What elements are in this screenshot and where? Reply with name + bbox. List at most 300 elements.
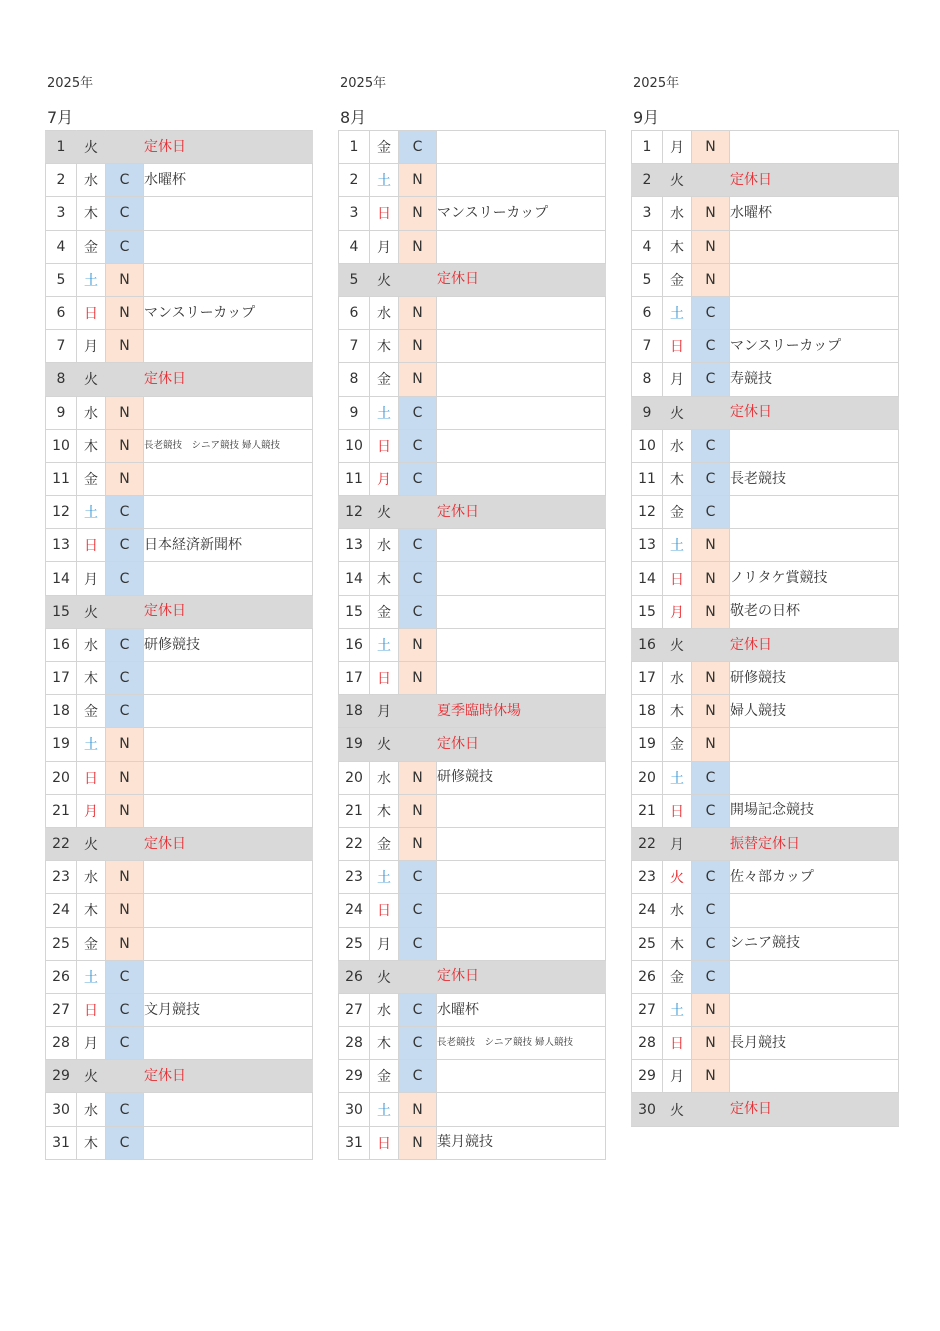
- day-row: [632, 396, 899, 429]
- weekday-label: 土: [77, 960, 106, 993]
- course-code: C: [106, 197, 144, 230]
- weekday-label: 木: [370, 794, 399, 827]
- day-row: [46, 562, 313, 595]
- event-label: [144, 728, 313, 761]
- day-row: [632, 1027, 899, 1060]
- course-code: C: [106, 1093, 144, 1126]
- day-row: [339, 927, 606, 960]
- closed-label: 定休日: [144, 131, 313, 164]
- event-label: 開場記念競技: [730, 794, 899, 827]
- day-row: [632, 993, 899, 1026]
- day-row: [339, 1060, 606, 1093]
- weekday-label: 日: [370, 1126, 399, 1159]
- weekday-label: 木: [370, 562, 399, 595]
- day-number: 17: [46, 662, 77, 695]
- course-code: C: [399, 861, 437, 894]
- day-row: [339, 131, 606, 164]
- weekday-label: 火: [370, 263, 399, 296]
- day-number: 29: [46, 1060, 77, 1093]
- course-code: C: [399, 529, 437, 562]
- course-code: C: [692, 794, 730, 827]
- day-number: 12: [46, 496, 77, 529]
- weekday-label: 月: [77, 794, 106, 827]
- event-label: [437, 131, 606, 164]
- weekday-label: 火: [663, 628, 692, 661]
- weekday-label: 土: [77, 728, 106, 761]
- day-row: [46, 296, 313, 329]
- day-number: 6: [339, 296, 370, 329]
- day-number: 2: [46, 164, 77, 197]
- event-label: [730, 1060, 899, 1093]
- day-number: 13: [632, 529, 663, 562]
- day-number: 1: [339, 131, 370, 164]
- weekday-label: 月: [370, 695, 399, 728]
- day-number: 14: [339, 562, 370, 595]
- event-label: [730, 960, 899, 993]
- weekday-label: 金: [77, 927, 106, 960]
- course-code: N: [399, 761, 437, 794]
- weekday-label: 火: [77, 363, 106, 396]
- day-number: 8: [46, 363, 77, 396]
- day-row: [46, 164, 313, 197]
- event-label: 水曜杯: [730, 197, 899, 230]
- event-label: 研修競技: [730, 662, 899, 695]
- day-row: [46, 496, 313, 529]
- day-number: 6: [632, 296, 663, 329]
- day-row: [339, 794, 606, 827]
- course-code: N: [399, 197, 437, 230]
- course-code: C: [399, 993, 437, 1026]
- day-number: 16: [339, 628, 370, 661]
- course-code: N: [692, 263, 730, 296]
- day-row: [632, 562, 899, 595]
- day-row: [46, 396, 313, 429]
- course-code: N: [106, 429, 144, 462]
- day-number: 18: [339, 695, 370, 728]
- course-code: N: [692, 529, 730, 562]
- weekday-label: 火: [77, 1060, 106, 1093]
- day-number: 27: [632, 993, 663, 1026]
- event-label: [730, 429, 899, 462]
- closed-label: 定休日: [144, 595, 313, 628]
- weekday-label: 火: [663, 396, 692, 429]
- course-code: C: [399, 927, 437, 960]
- day-number: 26: [46, 960, 77, 993]
- weekday-label: 木: [77, 429, 106, 462]
- event-label: [437, 894, 606, 927]
- course-code: C: [692, 761, 730, 794]
- course-code: N: [106, 396, 144, 429]
- weekday-label: 金: [370, 595, 399, 628]
- course-code: C: [106, 695, 144, 728]
- day-number: 10: [632, 429, 663, 462]
- day-number: 30: [339, 1093, 370, 1126]
- course-code: N: [399, 363, 437, 396]
- day-row: [632, 728, 899, 761]
- weekday-label: 金: [663, 728, 692, 761]
- day-row: [46, 695, 313, 728]
- event-label: [437, 164, 606, 197]
- course-code: C: [399, 429, 437, 462]
- closed-label: 夏季臨時休場: [437, 695, 606, 728]
- course-code: [106, 131, 144, 164]
- course-code: C: [399, 562, 437, 595]
- event-label: [437, 363, 606, 396]
- day-row: [46, 1093, 313, 1126]
- event-label: [437, 562, 606, 595]
- day-row: [339, 396, 606, 429]
- weekday-label: 水: [77, 628, 106, 661]
- day-row: [632, 794, 899, 827]
- event-label: シニア競技: [730, 927, 899, 960]
- year-label: 2025年: [47, 76, 94, 91]
- closed-label: 定休日: [730, 164, 899, 197]
- weekday-label: 木: [370, 1027, 399, 1060]
- event-label: 佐々部カップ: [730, 861, 899, 894]
- event-label: [437, 1093, 606, 1126]
- day-number: 24: [46, 894, 77, 927]
- year-label: 2025年: [633, 76, 680, 91]
- day-number: 21: [632, 794, 663, 827]
- day-number: 28: [46, 1027, 77, 1060]
- course-code: [692, 628, 730, 661]
- day-number: 30: [46, 1093, 77, 1126]
- weekday-label: 火: [77, 131, 106, 164]
- event-label: [437, 662, 606, 695]
- day-number: 25: [46, 927, 77, 960]
- event-label: 文月競技: [144, 993, 313, 1026]
- day-number: 23: [632, 861, 663, 894]
- event-label: [144, 1093, 313, 1126]
- event-label: 研修競技: [437, 761, 606, 794]
- event-label: [437, 628, 606, 661]
- day-row: [339, 164, 606, 197]
- course-code: N: [399, 662, 437, 695]
- day-row: [632, 662, 899, 695]
- event-label: [437, 1060, 606, 1093]
- weekday-label: 月: [77, 1027, 106, 1060]
- weekday-label: 日: [370, 429, 399, 462]
- weekday-label: 土: [663, 993, 692, 1026]
- event-label: [437, 529, 606, 562]
- course-code: [399, 496, 437, 529]
- course-code: C: [399, 462, 437, 495]
- day-row: [46, 330, 313, 363]
- day-number: 20: [632, 761, 663, 794]
- month-label: 8月: [340, 108, 367, 127]
- closed-label: 定休日: [437, 728, 606, 761]
- closed-label: 振替定休日: [730, 827, 899, 860]
- course-code: [399, 695, 437, 728]
- course-code: N: [692, 695, 730, 728]
- weekday-label: 日: [370, 662, 399, 695]
- event-label: 長老競技 シニア競技 婦人競技: [144, 429, 313, 462]
- event-label: [144, 662, 313, 695]
- day-number: 10: [339, 429, 370, 462]
- weekday-label: 日: [663, 794, 692, 827]
- course-code: N: [399, 1126, 437, 1159]
- day-number: 17: [339, 662, 370, 695]
- weekday-label: 木: [663, 462, 692, 495]
- event-label: 葉月競技: [437, 1126, 606, 1159]
- course-code: N: [106, 761, 144, 794]
- day-number: 1: [46, 131, 77, 164]
- day-row: [339, 993, 606, 1026]
- weekday-label: 火: [370, 496, 399, 529]
- weekday-label: 水: [370, 761, 399, 794]
- weekday-label: 火: [77, 827, 106, 860]
- course-code: C: [106, 562, 144, 595]
- course-code: C: [106, 496, 144, 529]
- event-label: [437, 827, 606, 860]
- event-label: 水曜杯: [437, 993, 606, 1026]
- day-row: [632, 695, 899, 728]
- event-label: [144, 197, 313, 230]
- course-code: C: [106, 529, 144, 562]
- weekday-label: 月: [370, 927, 399, 960]
- day-number: 9: [339, 396, 370, 429]
- course-code: N: [106, 263, 144, 296]
- course-code: N: [692, 1027, 730, 1060]
- day-number: 1: [632, 131, 663, 164]
- event-label: [144, 263, 313, 296]
- day-number: 13: [46, 529, 77, 562]
- event-label: 敬老の日杯: [730, 595, 899, 628]
- weekday-label: 月: [663, 363, 692, 396]
- day-number: 25: [632, 927, 663, 960]
- day-row: [339, 960, 606, 993]
- weekday-label: 金: [663, 960, 692, 993]
- day-number: 9: [632, 396, 663, 429]
- day-number: 27: [46, 993, 77, 1026]
- weekday-label: 土: [77, 496, 106, 529]
- day-row: [632, 330, 899, 363]
- closed-label: 定休日: [730, 396, 899, 429]
- day-number: 4: [632, 230, 663, 263]
- weekday-label: 金: [370, 827, 399, 860]
- day-row: [339, 429, 606, 462]
- course-code: N: [399, 164, 437, 197]
- event-label: 長老競技: [730, 462, 899, 495]
- course-code: N: [106, 794, 144, 827]
- event-label: [437, 396, 606, 429]
- course-code: N: [399, 296, 437, 329]
- event-label: [144, 927, 313, 960]
- weekday-label: 木: [77, 197, 106, 230]
- day-number: 4: [339, 230, 370, 263]
- course-code: C: [692, 462, 730, 495]
- event-label: [144, 894, 313, 927]
- course-code: [399, 960, 437, 993]
- day-number: 15: [632, 595, 663, 628]
- event-label: [730, 761, 899, 794]
- day-number: 17: [632, 662, 663, 695]
- weekday-label: 日: [77, 761, 106, 794]
- course-code: N: [692, 131, 730, 164]
- day-row: [632, 363, 899, 396]
- day-number: 3: [339, 197, 370, 230]
- day-number: 24: [339, 894, 370, 927]
- weekday-label: 水: [663, 429, 692, 462]
- closed-label: 定休日: [144, 827, 313, 860]
- event-label: 研修競技: [144, 628, 313, 661]
- event-label: マンスリーカップ: [144, 296, 313, 329]
- day-row: [632, 230, 899, 263]
- day-row: [46, 1060, 313, 1093]
- course-code: C: [692, 496, 730, 529]
- event-label: [144, 496, 313, 529]
- course-code: N: [106, 296, 144, 329]
- course-code: C: [692, 429, 730, 462]
- event-label: [730, 728, 899, 761]
- weekday-label: 日: [663, 330, 692, 363]
- day-number: 22: [339, 827, 370, 860]
- day-row: [339, 330, 606, 363]
- day-row: [46, 662, 313, 695]
- day-row: [46, 595, 313, 628]
- weekday-label: 水: [77, 861, 106, 894]
- event-label: [730, 131, 899, 164]
- weekday-label: 木: [663, 695, 692, 728]
- year-label: 2025年: [340, 76, 387, 91]
- weekday-label: 木: [77, 662, 106, 695]
- day-number: 15: [339, 595, 370, 628]
- course-code: C: [106, 662, 144, 695]
- calendar-table: [45, 130, 313, 1160]
- weekday-label: 木: [77, 1126, 106, 1159]
- weekday-label: 水: [663, 662, 692, 695]
- day-number: 28: [339, 1027, 370, 1060]
- event-label: 寿競技: [730, 363, 899, 396]
- day-row: [632, 462, 899, 495]
- course-code: [106, 1060, 144, 1093]
- day-row: [632, 131, 899, 164]
- day-row: [632, 595, 899, 628]
- event-label: [730, 496, 899, 529]
- weekday-label: 日: [77, 529, 106, 562]
- day-number: 8: [632, 363, 663, 396]
- course-code: [399, 263, 437, 296]
- day-number: 19: [339, 728, 370, 761]
- event-label: [437, 429, 606, 462]
- day-row: [632, 296, 899, 329]
- day-row: [46, 462, 313, 495]
- day-row: [46, 628, 313, 661]
- weekday-label: 木: [370, 330, 399, 363]
- weekday-label: 火: [370, 960, 399, 993]
- weekday-label: 土: [663, 761, 692, 794]
- weekday-label: 金: [77, 695, 106, 728]
- course-code: N: [399, 628, 437, 661]
- weekday-label: 土: [370, 1093, 399, 1126]
- day-number: 12: [339, 496, 370, 529]
- weekday-label: 土: [663, 529, 692, 562]
- day-row: [632, 628, 899, 661]
- weekday-label: 火: [370, 728, 399, 761]
- day-number: 7: [46, 330, 77, 363]
- course-code: C: [106, 993, 144, 1026]
- weekday-label: 金: [663, 263, 692, 296]
- course-code: C: [399, 894, 437, 927]
- weekday-label: 月: [663, 827, 692, 860]
- weekday-label: 金: [77, 230, 106, 263]
- day-number: 14: [632, 562, 663, 595]
- event-label: [144, 562, 313, 595]
- day-row: [632, 263, 899, 296]
- day-number: 8: [339, 363, 370, 396]
- course-code: N: [106, 894, 144, 927]
- day-row: [339, 529, 606, 562]
- day-row: [46, 894, 313, 927]
- course-code: C: [692, 927, 730, 960]
- event-label: [437, 927, 606, 960]
- day-number: 21: [339, 794, 370, 827]
- course-code: [106, 595, 144, 628]
- day-row: [632, 164, 899, 197]
- event-label: [144, 960, 313, 993]
- closed-label: 定休日: [144, 1060, 313, 1093]
- day-number: 29: [632, 1060, 663, 1093]
- day-row: [46, 794, 313, 827]
- weekday-label: 木: [77, 894, 106, 927]
- day-row: [339, 894, 606, 927]
- weekday-label: 水: [77, 164, 106, 197]
- course-code: C: [692, 363, 730, 396]
- day-number: 16: [46, 628, 77, 661]
- calendar-table: [631, 130, 899, 1127]
- day-row: [339, 761, 606, 794]
- weekday-label: 月: [370, 230, 399, 263]
- day-row: [632, 529, 899, 562]
- day-number: 18: [46, 695, 77, 728]
- day-number: 28: [632, 1027, 663, 1060]
- course-code: [692, 827, 730, 860]
- course-code: N: [399, 330, 437, 363]
- weekday-label: 月: [663, 595, 692, 628]
- closed-label: 定休日: [730, 628, 899, 661]
- course-code: C: [399, 595, 437, 628]
- weekday-label: 月: [663, 1060, 692, 1093]
- weekday-label: 水: [370, 993, 399, 1026]
- day-row: [46, 728, 313, 761]
- day-number: 11: [339, 462, 370, 495]
- event-label: [730, 296, 899, 329]
- weekday-label: 日: [77, 296, 106, 329]
- event-label: [144, 861, 313, 894]
- day-row: [339, 1126, 606, 1159]
- day-number: 27: [339, 993, 370, 1026]
- event-label: マンスリーカップ: [730, 330, 899, 363]
- weekday-label: 土: [77, 263, 106, 296]
- day-row: [339, 662, 606, 695]
- day-row: [632, 827, 899, 860]
- day-number: 4: [46, 230, 77, 263]
- day-row: [46, 363, 313, 396]
- course-code: N: [692, 662, 730, 695]
- day-number: 5: [632, 263, 663, 296]
- day-row: [46, 529, 313, 562]
- day-number: 26: [632, 960, 663, 993]
- course-code: [692, 164, 730, 197]
- day-row: [46, 827, 313, 860]
- day-row: [632, 927, 899, 960]
- day-row: [339, 496, 606, 529]
- day-row: [632, 861, 899, 894]
- closed-label: 定休日: [730, 1093, 899, 1126]
- day-number: 7: [339, 330, 370, 363]
- weekday-label: 日: [370, 894, 399, 927]
- day-number: 15: [46, 595, 77, 628]
